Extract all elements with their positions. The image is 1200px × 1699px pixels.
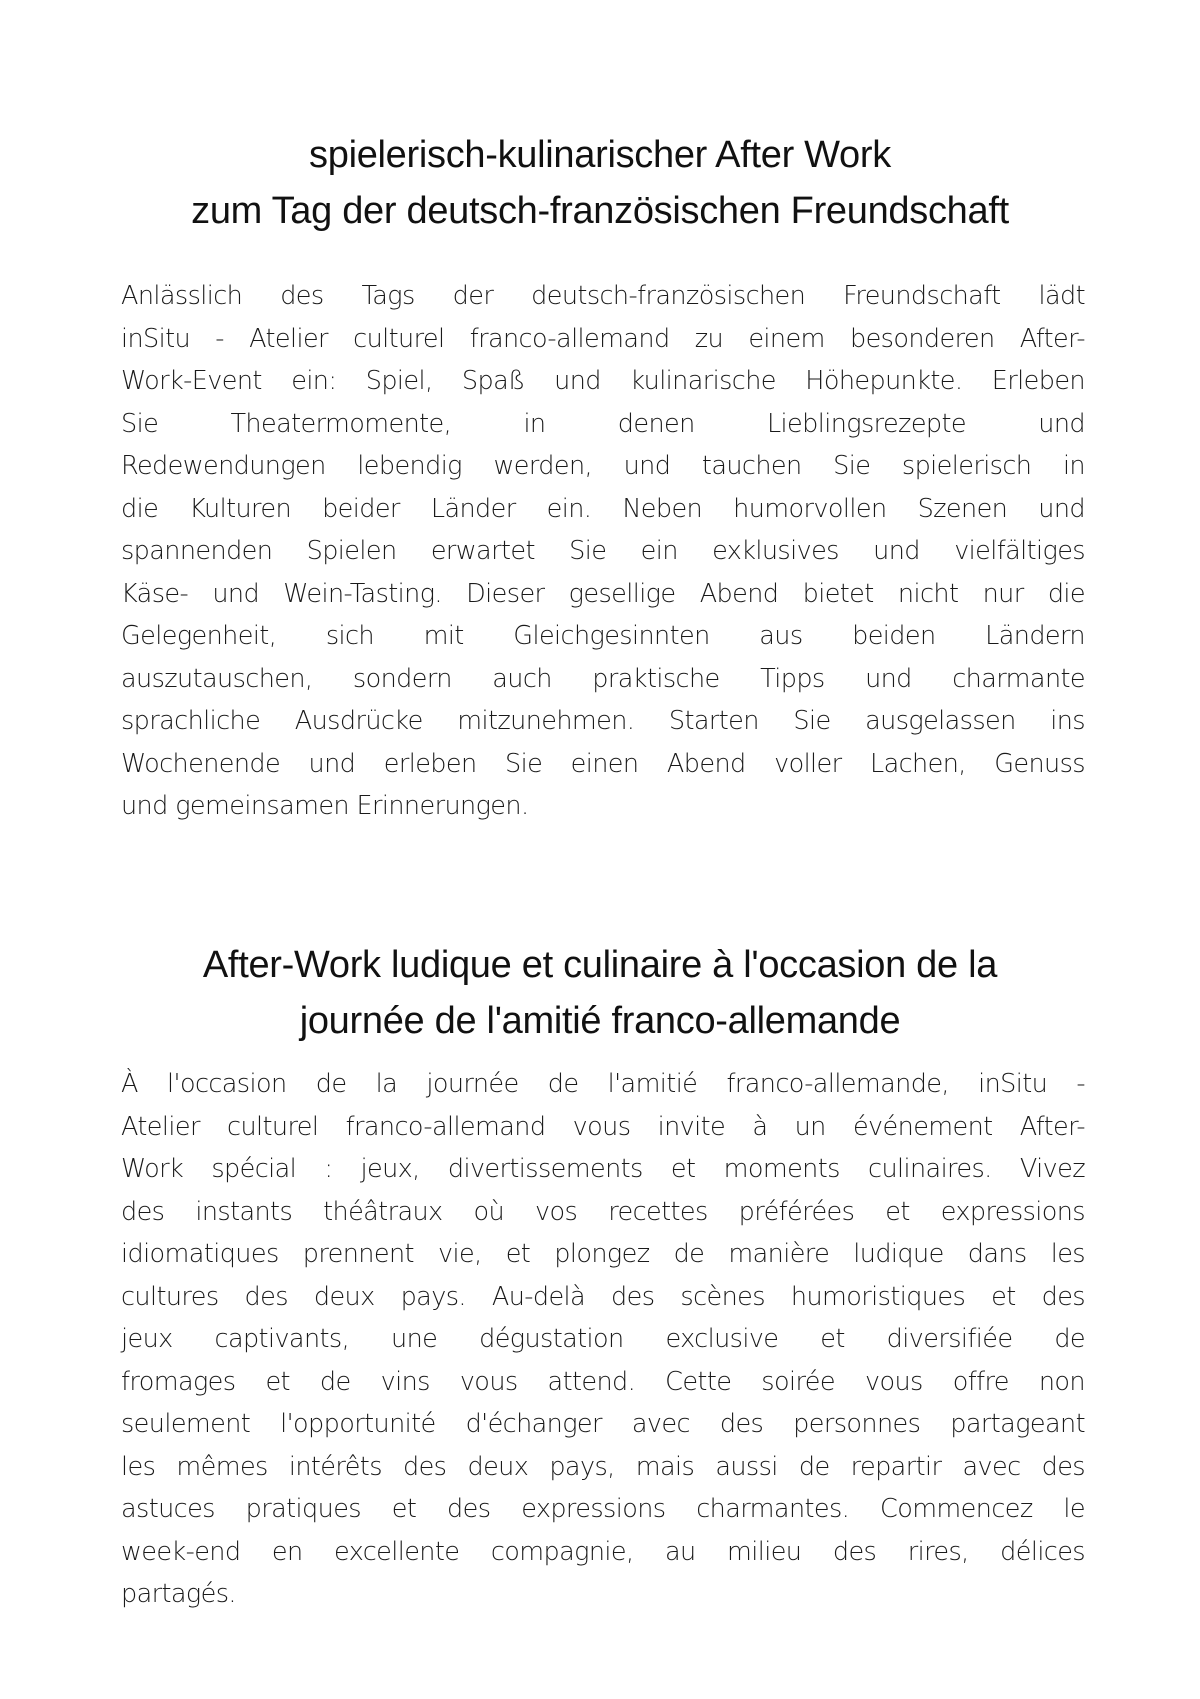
german-body-line: Wochenende und erleben Sie einen Abend voller Lachen, Genuss bbox=[121, 748, 1085, 779]
german-body-line: und gemeinsamen Erinnerungen. bbox=[121, 791, 529, 821]
french-body-line: partagés. bbox=[121, 1579, 236, 1609]
german-title-line: spielerisch-kulinarischer After Work bbox=[309, 134, 891, 177]
french-body-line: Work spécial : jeux, divertissements et moments culinaires. Vivez bbox=[121, 1154, 1085, 1184]
french-body-line: astuces pratiques et des expressions charmantes. Commencez le bbox=[121, 1494, 1085, 1524]
french-body-line: À l'occasion de la journée de l'amitié franco-allemande, inSitu - bbox=[121, 1069, 1085, 1099]
french-body-line: cultures des deux pays. Au-delà des scènes humoristiques et des bbox=[121, 1281, 1085, 1312]
german-body-line: spannenden Spielen erwartet Sie ein exklusives und vielfältiges bbox=[121, 536, 1085, 566]
french-body-line: des instants théâtraux où vos recettes préférées et expressions bbox=[121, 1196, 1085, 1227]
french-body-line: fromages et de vins vous attend. Cette soirée vous offre non bbox=[121, 1366, 1085, 1397]
french-body-line: Atelier culturel franco-allemand vous invite à un événement After- bbox=[121, 1111, 1085, 1142]
german-body-paragraph bbox=[121, 275, 1085, 828]
french-body-line: les mêmes intérêts des deux pays, mais aussi de repartir avec des bbox=[121, 1451, 1085, 1482]
german-body-line: inSitu - Atelier culturel franco-allemand zu einem besonderen After- bbox=[121, 323, 1085, 354]
german-body-line: Work-Event ein: Spiel, Spaß und kulinarische Höhepunkte. Erleben bbox=[121, 366, 1085, 396]
german-title bbox=[100, 127, 1100, 239]
german-body-line: Redewendungen lebendig werden, und tauchen Sie spielerisch in bbox=[121, 451, 1085, 481]
german-body-line: Sie Theatermomente, in denen Lieblingsrezepte und bbox=[121, 408, 1085, 439]
french-body-line: idiomatiques prennent vie, et plongez de manière ludique dans les bbox=[121, 1239, 1085, 1269]
german-body-line: Gelegenheit, sich mit Gleichgesinnten aus beiden Ländern bbox=[121, 621, 1085, 651]
german-body-line: sprachliche Ausdrücke mitzunehmen. Starten Sie ausgelassen ins bbox=[121, 706, 1085, 736]
french-title bbox=[100, 937, 1100, 1049]
german-body-line: Anlässlich des Tags der deutsch-französischen Freundschaft lädt bbox=[121, 281, 1085, 311]
french-body-line: seulement l'opportunité d'échanger avec des personnes partageant bbox=[121, 1409, 1085, 1439]
french-title-line: journée de l'amitié franco-allemande bbox=[299, 999, 901, 1042]
french-body-paragraph bbox=[121, 1063, 1085, 1616]
french-title-line: After-Work ludique et culinaire à l'occasion de la bbox=[202, 943, 998, 986]
german-body-line: Käse- und Wein-Tasting. Dieser gesellige Abend bietet nicht nur die bbox=[121, 578, 1085, 609]
german-body-line: die Kulturen beider Länder ein. Neben humorvollen Szenen und bbox=[121, 493, 1085, 524]
german-title-line: zum Tag der deutsch-französischen Freundschaft bbox=[191, 190, 1009, 233]
german-body-line: auszutauschen, sondern auch praktische Tipps und charmante bbox=[121, 663, 1085, 694]
french-body-line: jeux captivants, une dégustation exclusive et diversifiée de bbox=[121, 1324, 1085, 1354]
french-body-line: week-end en excellente compagnie, au milieu des rires, délices bbox=[121, 1536, 1085, 1567]
